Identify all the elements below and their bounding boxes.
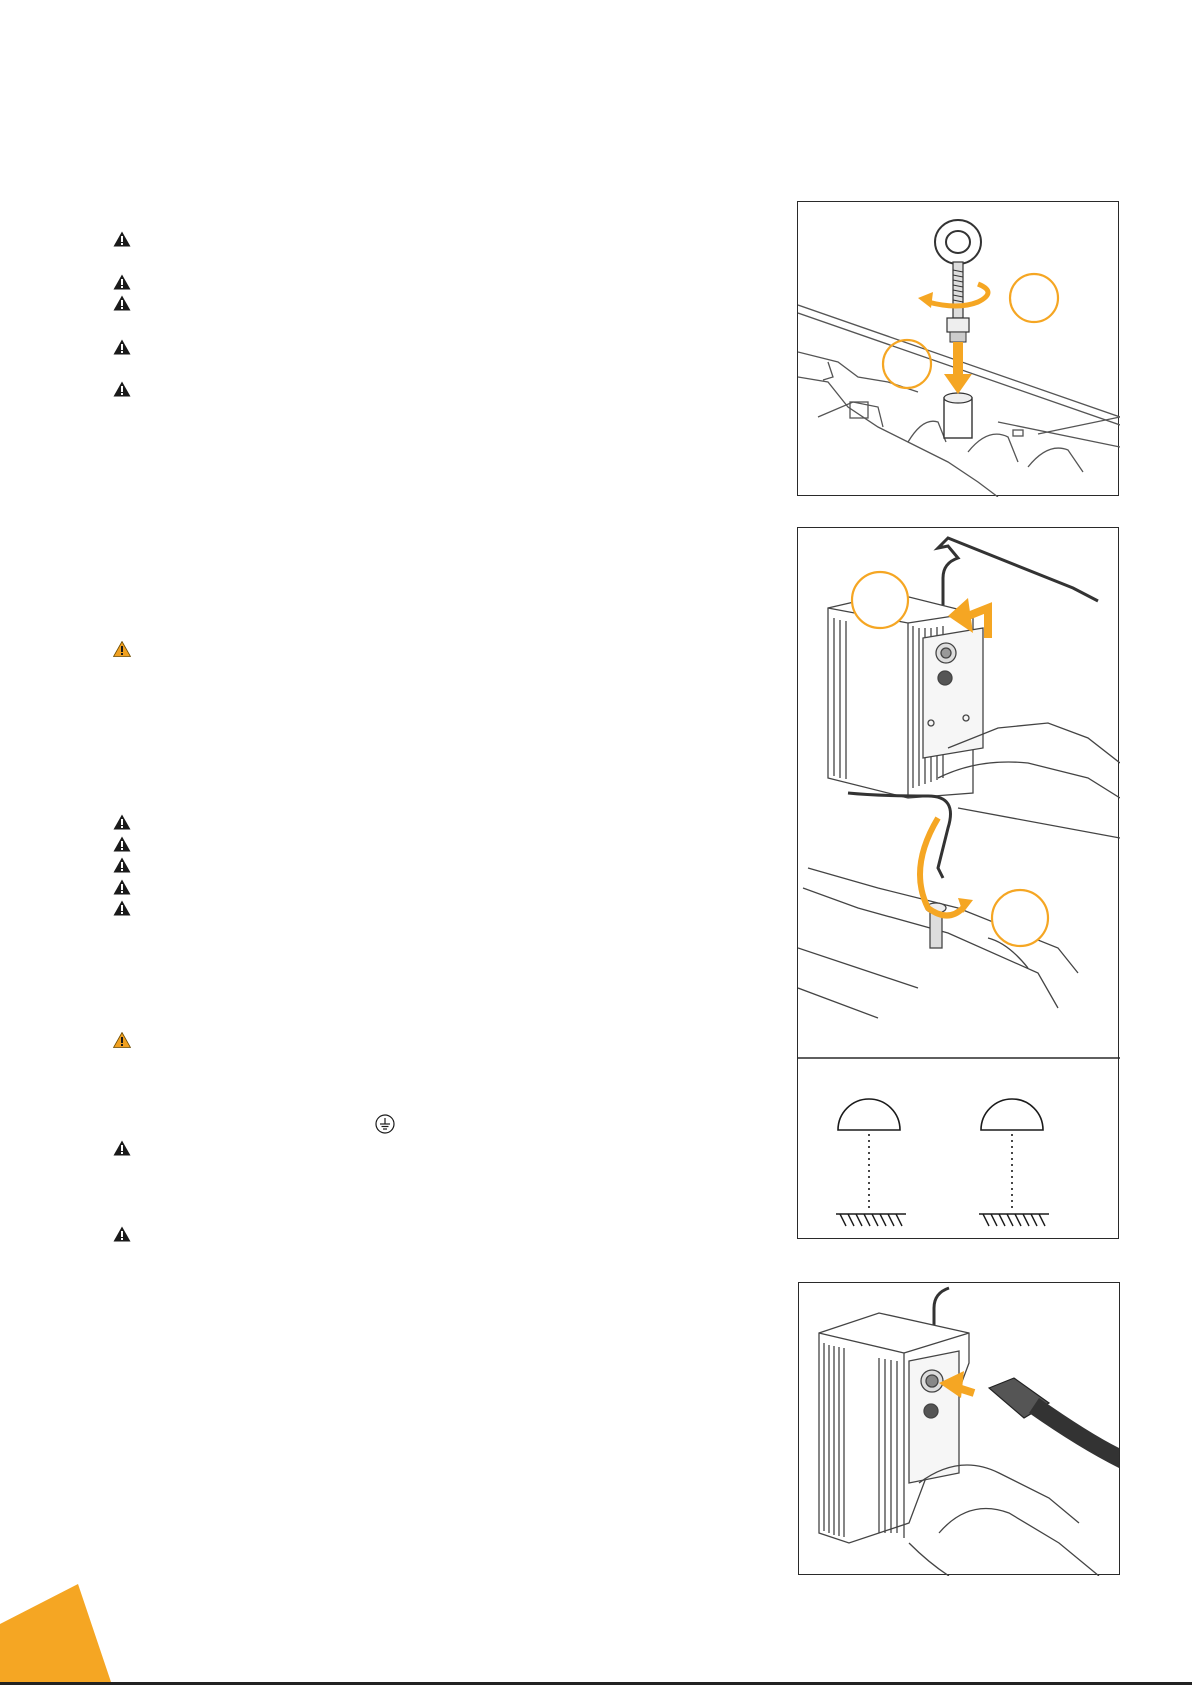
figure-connector [798,1282,1120,1575]
warning-triangle-icon [113,1226,131,1242]
figure-eye-bolt [797,201,1119,496]
callout-circle [1010,274,1058,322]
warning-triangle-icon [113,1140,131,1156]
cable-connector-icon [989,1378,1119,1468]
warning-triangle-icon [113,857,131,873]
warning-triangle-icon [113,231,131,247]
callout-circle [852,572,908,628]
warning-triangle-icon [113,274,131,290]
warning-triangle-icon [113,879,131,895]
warning-triangle-icon [113,381,131,397]
lamp-dome-icon [981,1099,1043,1130]
eye-bolt-icon [935,220,981,438]
earth-ground-icon [375,1114,395,1134]
clearance-diagram [836,1099,1049,1226]
warning-triangle-icon [113,836,131,852]
callout-circle [883,340,931,388]
driver-box-illustration [819,1288,1099,1576]
warning-triangle-icon [113,900,131,916]
figure-hook-mounting [797,527,1119,1239]
down-arrow-icon [944,342,972,394]
corner-accent [0,1584,120,1685]
caution-triangle-icon [113,1032,131,1048]
warning-triangle-icon [113,339,131,355]
callout-circle [992,890,1048,946]
warning-triangle-icon [113,814,131,830]
warning-triangle-icon [113,295,131,311]
lamp-dome-icon [838,1099,900,1130]
caution-triangle-icon [113,641,131,657]
